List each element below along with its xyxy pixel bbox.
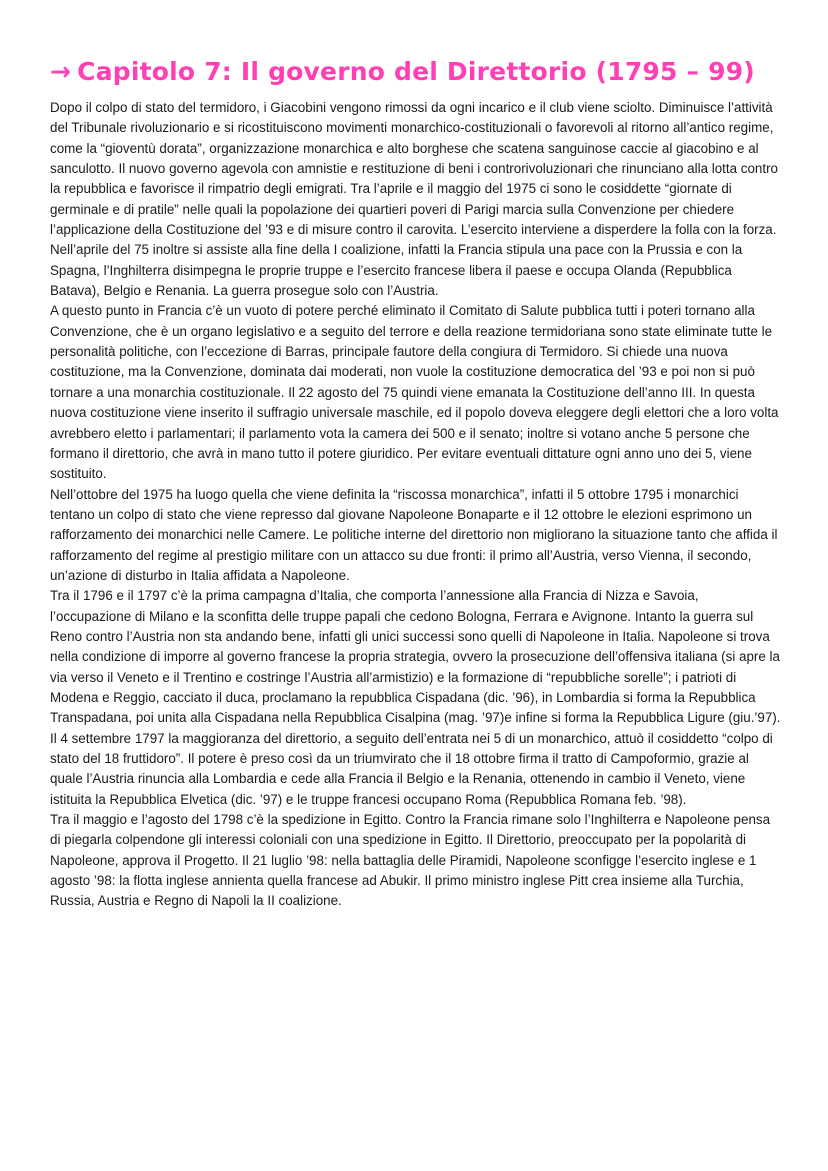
- document-body: [50, 98, 782, 912]
- paragraph-spedizione-egitto: Tra il maggio e l’agosto del 1798 c’è la spedizione in Egitto. Contro la Francia rimane solo l’Inghilterra e Napoleone pensa di piegarla colpendone gli interessi coloniali con una spedizione in Egitto. Il Direttorio, preoccupato per la popolarità di Napoleone, approva il Progetto. Il 21 luglio ’98: nella battaglia delle Piramidi, Napoleone sconfigge l’esercito inglese e 1 agosto ’98: la flotta inglese annienta quella francese ad Abukir. Il primo ministro inglese Pitt crea insieme alla Turchia, Russia, Austria e Regno di Napoli la II coalizione.: [50, 812, 771, 909]
- paragraph-18-fruttidoro: Il 4 settembre 1797 la maggioranza del direttorio, a seguito dell’entrata nei 5 di un monarchico, attuò il cosiddetto “colpo di stato del 18 fruttidoro”. Il potere è preso così da un triumvirato che il 18 ottobre firma il tratto di Campoformio, grazie al quale l’Austria rinuncia alla Lombardia e cede alla Francia il Belgio e la Renania, ottenendo in cambio il Veneto, viene istituita la Repubblica Elvetica (dic. ’97) e le truppe francesi occupano Roma (Repubblica Romana feb. ’98).: [50, 730, 773, 807]
- chapter-title-text: Capitolo 7: Il governo del Direttorio (1795 – 99): [77, 57, 755, 86]
- paragraph-costituzione-anno-iii: A questo punto in Francia c’è un vuoto di potere perché eliminato il Comitato di Salute pubblica tutti i poteri tornano alla Convenzione, che è un organo legislativo e a seguito del terrore e della reazione termidoriana sono state eliminate tutte le personalità politiche, con l’eccezione di Barras, principale fautore della congiura di Termidoro. Si chiede una nuova costituzione, ma la Convenzione, dominata dai moderati, non vuole la costituzione democratica del ’93 e poi non si può tornare a una monarchia costituzionale. Il 22 agosto del 75 quindi viene emanata la Costituzione dell’anno III. In questa nuova costituzione viene inserito il suffragio universale maschile, ed il popolo doveva eleggere degli elettori che a loro volta avrebbero eletto i parlamentari; il parlamento vota la camera dei 500 e il senato; inoltre si votano anche 5 persone che formano il direttorio, che avrà in mano tutto il potere giuridico. Per evitare eventuali dittature ogni anno uno dei 5, viene sostituito.: [50, 303, 779, 482]
- paragraph-termidoro: Dopo il colpo di stato del termidoro, i Giacobini vengono rimossi da ogni incarico e il club viene sciolto. Diminuisce l’attività del Tribunale rivoluzionario e si ricostituiscono movimenti monarchico-costituzionali o favorevoli al ritorno all’antico regime, come la “gioventù dorata”, organizzazione monarchica e alto borghese che scatena sanguinose caccie al giacobino e al sanculotto. Il nuovo governo agevola con amnistie e restituzione di beni i controrivoluzionari che rinunciano alla lotta contro la repubblica e favorisce il rimpatrio degli emigrati. Tra l’aprile e il maggio del 1975 ci sono le cosiddette “giornate di germinale e di pratile” nelle quali la popolazione dei quartieri poveri di Parigi marcia sulla Convenzione per chiedere l’applicazione della Costituzione del ’93 e di misure contro il carovita. L’esercito interviene a disperdere la folla con la forza. Nell’aprile del 75 inoltre si assiste alla fine della I coalizione, infatti la Francia stipula una pace con la Prussia e con la Spagna, l’Inghilterra disimpegna le proprie truppe e l’esercito francese libera il paese e occupa Olanda (Repubblica Batava), Belgio e Renania. La guerra prosegue solo con l’Austria.: [50, 100, 778, 299]
- chapter-title: [50, 52, 782, 92]
- arrow-right-icon: →: [50, 57, 72, 86]
- paragraph-campagna-italia: Tra il 1796 e il 1797 c’è la prima campagna d’Italia, che comporta l’annessione alla Francia di Nizza e Savoia, l’occupazione di Milano e la sconfitta delle truppe papali che cedono Bologna, Ferrara e Avignone. Intanto la guerra sul Reno contro l’Austria non sta andando bene, infatti gli unici successi sono quelli di Napoleone in Italia. Napoleone si trova nella condizione di imporre al governo francese la propria strategia, ovvero la prosecuzione dell’offensiva italiana (si apre la via verso il Veneto e il Trentino e costringe l’Austria all’armistizio) e la formazione di “repubbliche sorelle”; i patrioti di Modena e Reggio, cacciato il duca, proclamano la repubblica Cispadana (dic. ’96), in Lombardia si forma la Repubblica Transpadana, poi unita alla Cispadana nella Repubblica Cisalpina (mag. ’97)e infine si forma la Repubblica Ligure (giu.’97).: [50, 588, 781, 726]
- paragraph-riscossa-monarchica: Nell’ottobre del 1975 ha luogo quella che viene definita la “riscossa monarchica”, infatti il 5 ottobre 1795 i monarchici tentano un colpo di stato che viene represso dal giovane Napoleone Bonaparte e il 12 ottobre le elezioni esprimono un rafforzamento dei monarchici nelle Camere. Le politiche interne del direttorio non migliorano la situazione tanto che affida il rafforzamento del regime al prestigio militare con un attacco su due fronti: il primo all’Austria, verso Vienna, il secondo, un’azione di disturbo in Italia affidata a Napoleone.: [50, 486, 778, 583]
